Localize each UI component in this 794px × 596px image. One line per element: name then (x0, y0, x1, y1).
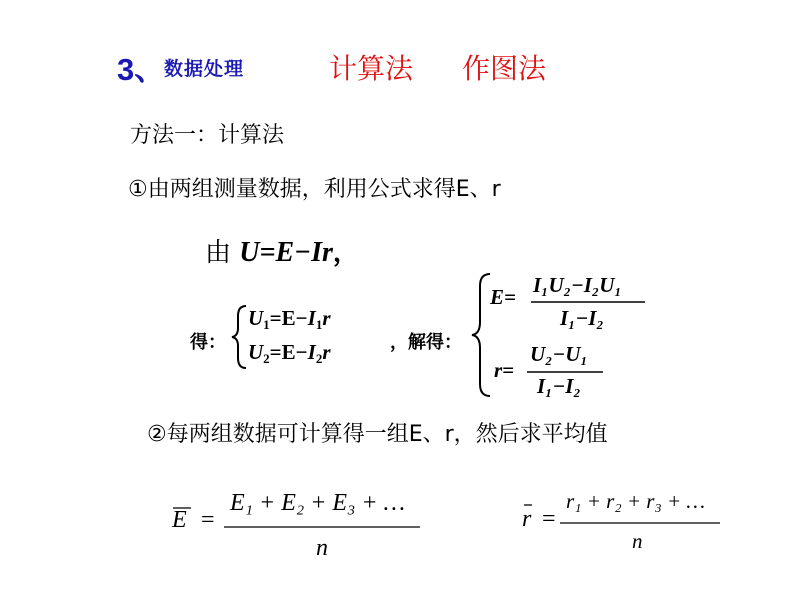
solution-brace (472, 274, 490, 396)
var-U: U (248, 340, 264, 364)
solution-E-denominator: I₁−I₂ (560, 306, 604, 330)
main-equation-prefix: 由 (205, 238, 232, 268)
solution-E-numerator: I₁U₂−I₂U₁ (533, 273, 622, 297)
sub: 1 (315, 317, 323, 332)
var-I: I (307, 340, 316, 364)
var-r: r (322, 340, 331, 364)
avg-r-equals: = (542, 506, 556, 532)
step1-text: ①由两组测量数据，利用公式求得E、r (128, 177, 501, 202)
solution-r-denominator: I₁−I₂ (537, 374, 581, 398)
method-calc-heading: 计算法 (329, 52, 414, 85)
avg-E-lhs: E (172, 507, 187, 533)
main-equation-formula: U=E−Ir (239, 237, 333, 268)
avg-r-numerator: r₁ + r₂ + r₃ + … (566, 489, 706, 513)
step2-text: ②每两组数据可计算得一组E、r，然后求平均值 (147, 422, 608, 447)
method1-label: 方法一：计算法 (130, 123, 285, 148)
method-plot-heading: 作图法 (462, 52, 547, 85)
avg-r-denominator: n (632, 529, 643, 553)
section-title: 数据处理 (164, 58, 245, 80)
avg-E-numerator: E₁ + E₂ + E₃ + … (230, 490, 405, 516)
sub: 2 (263, 351, 270, 366)
avg-E-denominator: n (316, 535, 328, 561)
var-U: U (248, 306, 264, 330)
sub: 1 (263, 317, 270, 332)
solution-r-lhs: r= (494, 358, 515, 382)
system1-line2 (248, 340, 331, 367)
var-r: r (322, 306, 331, 330)
avg-E-equals: = (201, 507, 215, 533)
solution-label: ，解得： (390, 332, 462, 353)
system1-brace (232, 306, 246, 368)
var-I: I (307, 306, 316, 330)
main-equation-suffix: ， (332, 238, 359, 268)
system1-label: 得： (190, 332, 226, 353)
solution-r-numerator: U₂−U₁ (530, 342, 588, 366)
system1-line1 (248, 306, 331, 333)
section-number: 3、 (117, 52, 166, 87)
avg-r-lhs: r (522, 506, 532, 532)
sub: 2 (315, 351, 323, 366)
eq-mid: =E− (269, 306, 308, 330)
eq-mid: =E− (269, 340, 308, 364)
solution-E-lhs: E= (490, 285, 516, 309)
